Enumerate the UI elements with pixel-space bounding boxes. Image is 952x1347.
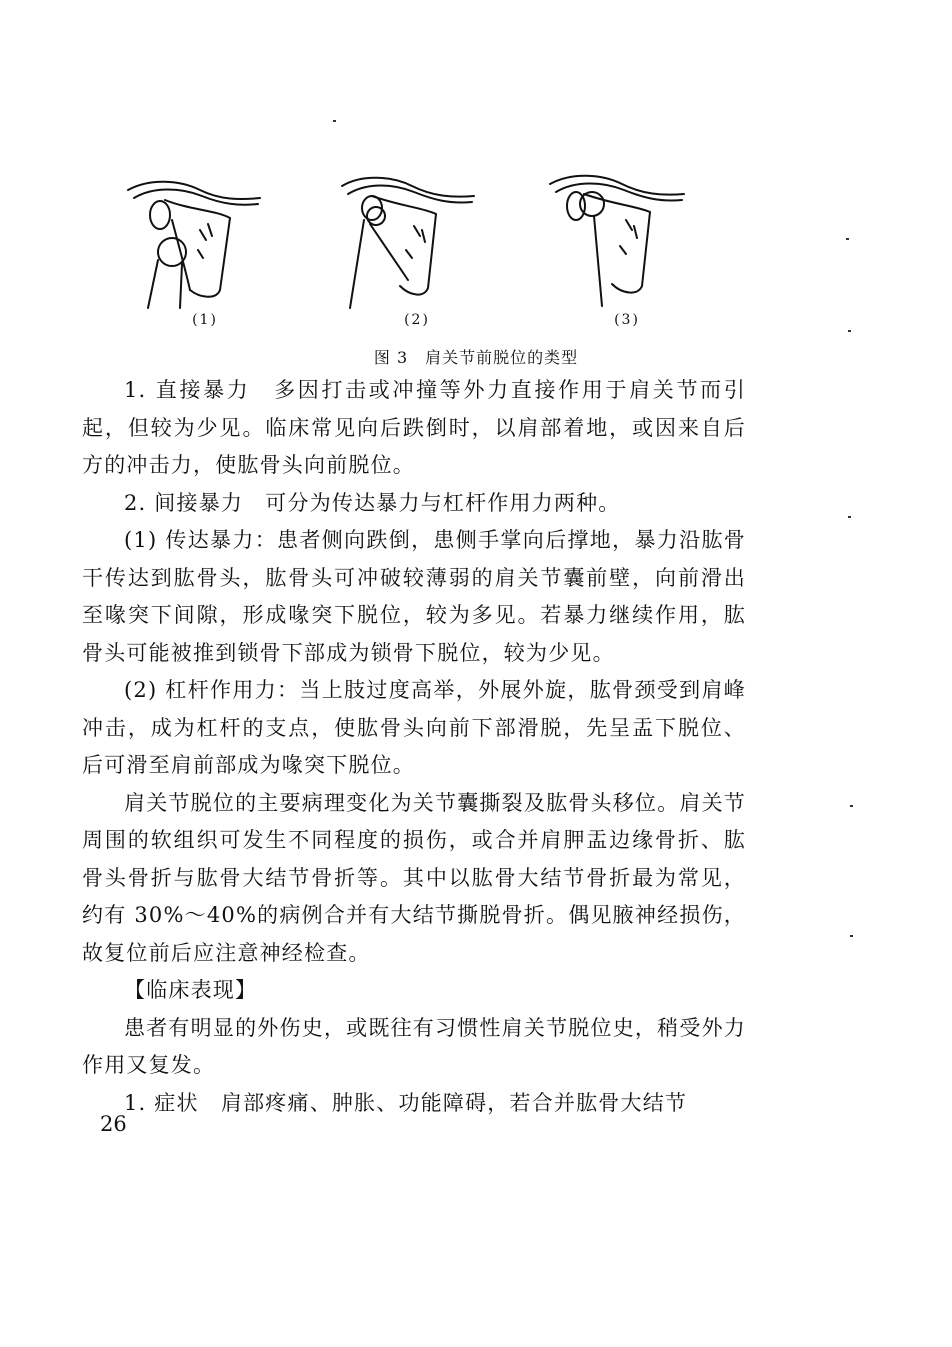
scan-speck — [850, 805, 853, 807]
scan-speck — [333, 120, 336, 122]
figure-panel-3 — [542, 160, 712, 328]
scan-speck — [848, 516, 851, 518]
page-number: 26 — [100, 1112, 127, 1136]
scan-speck — [846, 238, 849, 240]
figure-shoulder-dislocation-types — [110, 160, 710, 350]
shoulder-drawing-2 — [332, 160, 502, 310]
scan-speck — [850, 935, 853, 937]
paragraph-direct-force: 1. 直接暴力 多因打击或冲撞等外力直接作用于肩关节而引起，但较为少见。临床常见向后跌倒时，以肩部着地，或因来自后方的冲击力，使肱骨头向前脱位。 — [82, 378, 746, 477]
paragraph-symptoms: 1. 症状 肩部疼痛、肿胀、功能障碍，若合并肱骨大结节 — [124, 1090, 688, 1115]
paragraph-indirect-force: 2. 间接暴力 可分为传达暴力与杠杆作用力两种。 — [124, 490, 621, 515]
paragraph-leverage-force: (2) 杠杆作用力：当上肢过度高举，外展外旋，肱骨颈受到肩峰冲击，成为杠杆的支点，使肱骨头向前下部滑脱，先呈盂下脱位、后可滑至肩前部成为喙突下脱位。 — [82, 678, 746, 777]
figure-label-1: (1) — [192, 312, 218, 328]
figure-label-3: (3) — [614, 312, 640, 328]
body-text — [82, 372, 746, 1122]
figure-label-2: (2) — [404, 312, 430, 328]
paragraph-pathology: 肩关节脱位的主要病理变化为关节囊撕裂及肱骨头移位。肩关节周围的软组织可发生不同程度的损伤，或合并肩胛盂边缘骨折、肱骨头骨折与肱骨大结节骨折等。其中以肱骨大结节骨折最为常见，约有 30%～40%的病例合并有大结节撕脱骨折。偶见腋神经损伤，故复位前后应注意神经检查。 — [82, 790, 746, 965]
scan-speck — [848, 330, 851, 332]
figure-panel-1 — [120, 160, 290, 328]
section-heading-clinical: 【临床表现】 — [124, 978, 258, 1002]
paragraph-transmitted-force: (1) 传达暴力：患者侧向跌倒，患侧手掌向后撑地，暴力沿肱骨干传达到肱骨头，肱骨头可冲破较薄弱的肩关节囊前壁，向前滑出至喙突下间隙，形成喙突下脱位，较为多见。若暴力继续作用，肱骨头可能被推到锁骨下部成为锁骨下脱位，较为少见。 — [82, 528, 746, 665]
shoulder-drawing-1 — [120, 160, 290, 310]
figure-caption: 图 3 肩关节前脱位的类型 — [373, 348, 579, 367]
paragraph-history: 患者有明显的外伤史，或既往有习惯性肩关节脱位史，稍受外力作用又复发。 — [82, 1015, 746, 1077]
figure-panel-2 — [332, 160, 502, 328]
shoulder-drawing-3 — [542, 160, 712, 310]
